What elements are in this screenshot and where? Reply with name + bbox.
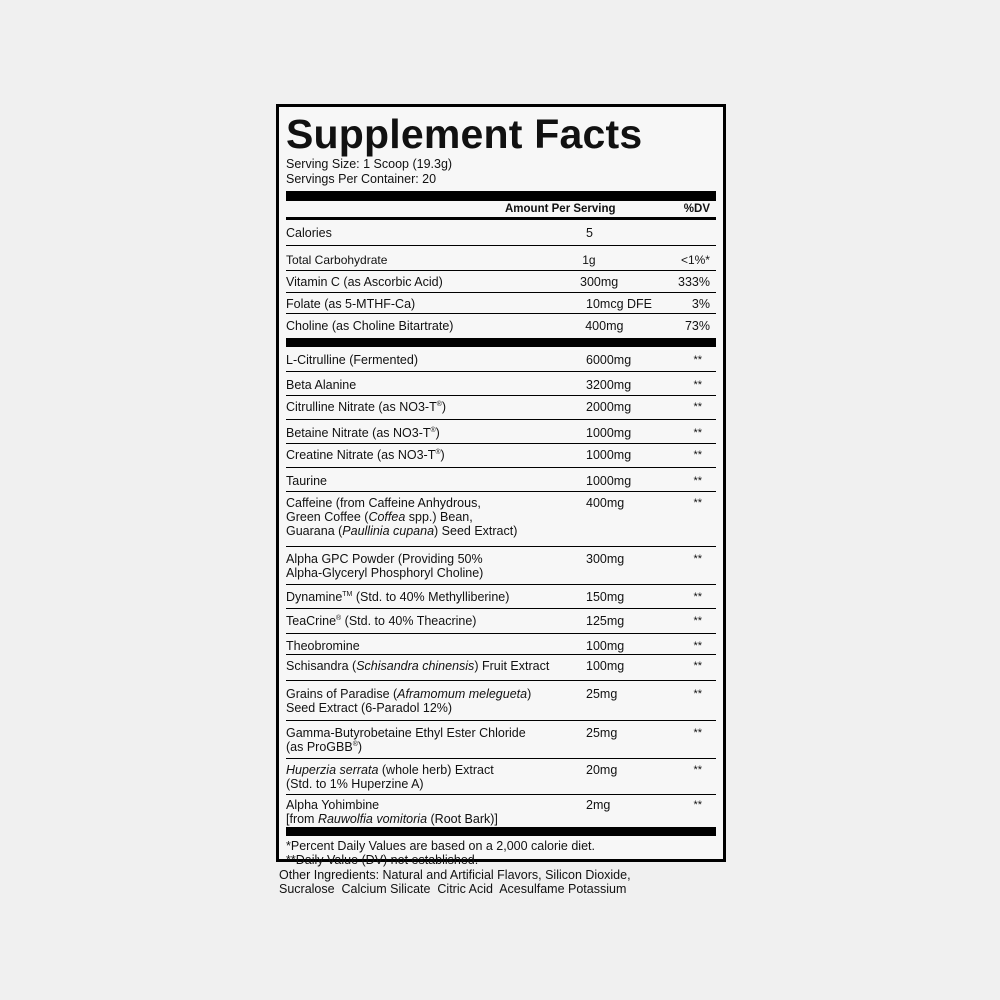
nutrient-amount: 400mg [585, 319, 624, 333]
nutrient-row [286, 220, 716, 246]
ingredient-name: Citrulline Nitrate (as NO3-T®) [286, 400, 447, 414]
ingredient-amount: 2mg [586, 798, 611, 812]
ingredient-dv: ** [693, 401, 702, 413]
nutrient-dv: 3% [691, 297, 710, 311]
ingredient-row [286, 420, 716, 444]
supplement-facts-inner [286, 111, 716, 867]
ingredient-amount: 400mg [586, 496, 625, 510]
nutrient-amount: 5 [586, 226, 593, 240]
ingredient-row [286, 468, 716, 492]
ingredient-name: Grains of Paradise (Aframomum melegueta) Seed Extract (6-Paradol 12%) [286, 687, 532, 715]
ingredient-amount: 1000mg [586, 474, 632, 488]
label-title: Supplement Facts [286, 111, 643, 157]
ingredient-amount: 300mg [586, 552, 625, 566]
nutrient-dv: 73% [684, 319, 710, 333]
thick-divider [286, 191, 716, 201]
ingredient-row [286, 634, 716, 655]
ingredient-name: L-Citrulline (Fermented) [286, 353, 418, 367]
ingredient-name: Betaine Nitrate (as NO3-T®) [286, 426, 440, 440]
ingredient-name: Alpha GPC Powder (Providing 50% Alpha-Glyceryl Phosphoryl Choline) [286, 552, 484, 580]
ingredient-row [286, 585, 716, 609]
nutrient-row [286, 246, 716, 271]
ingredient-row [286, 444, 716, 468]
ingredient-name: Theobromine [286, 639, 360, 653]
ingredient-row [286, 655, 716, 681]
ingredient-amount: 6000mg [586, 353, 632, 367]
ingredient-dv: ** [693, 591, 702, 603]
footnote-percent-dv: *Percent Daily Values are based on a 2,000 calorie diet. [286, 839, 595, 853]
serving-size: Serving Size: 1 Scoop (19.3g) [286, 157, 453, 171]
nutrient-row [286, 314, 716, 335]
nutrient-name: Vitamin C (as Ascorbic Acid) [286, 275, 443, 289]
ingredient-name: TeaCrine® (Std. to 40% Theacrine) [286, 614, 477, 628]
ingredient-amount: 2000mg [586, 400, 632, 414]
nutrient-dv [686, 226, 716, 245]
ingredient-name: Huperzia serrata (whole herb) Extract (Std. to 1% Huperzine A) [286, 763, 494, 791]
ingredient-name: Dynamine™ (Std. to 40% Methylliberine) [286, 590, 510, 604]
ingredient-amount: 25mg [586, 687, 618, 701]
ingredient-row [286, 795, 716, 827]
ingredient-dv: ** [693, 553, 702, 565]
ingredient-dv: ** [693, 660, 702, 672]
other-ingredients-line: Other Ingredients: Natural and Artificial Flavors, Silicon Dioxide, [279, 868, 631, 882]
ingredient-dv: ** [693, 497, 702, 509]
ingredient-name: Creatine Nitrate (as NO3-T®) [286, 448, 445, 462]
ingredient-amount: 100mg [586, 659, 625, 673]
ingredient-dv: ** [693, 475, 702, 487]
ingredient-dv: ** [693, 640, 702, 652]
ingredient-amount: 25mg [586, 726, 618, 740]
ingredient-dv: ** [693, 354, 702, 366]
nutrient-amount: 1g [582, 253, 596, 267]
nutrient-row [286, 271, 716, 293]
ingredient-row [286, 396, 716, 420]
ingredient-amount: 125mg [586, 614, 625, 628]
header-amount: Amount Per Serving [505, 203, 616, 215]
nutrient-name: Folate (as 5-MTHF-Ca) [286, 297, 416, 311]
nutrient-list [286, 220, 716, 335]
ingredient-dv: ** [693, 615, 702, 627]
nutrient-dv: <1%* [680, 253, 710, 267]
supplement-facts-panel [276, 104, 726, 867]
ingredient-amount: 3200mg [586, 378, 632, 392]
ingredient-row [286, 721, 716, 759]
ingredient-amount: 100mg [586, 639, 625, 653]
ingredient-amount: 1000mg [586, 426, 632, 440]
nutrient-dv: 333% [678, 275, 710, 289]
ingredient-row [286, 547, 716, 585]
ingredient-name: Alpha Yohimbine [from Rauwolfia vomitoria (Root Bark)] [286, 798, 498, 826]
ingredient-dv: ** [693, 799, 702, 811]
nutrient-name: Total Carbohydrate [286, 253, 388, 267]
ingredient-amount: 150mg [586, 590, 625, 604]
ingredient-name: Gamma-Butyrobetaine Ethyl Ester Chloride (as ProGBB®) [286, 726, 526, 754]
ingredient-name: Beta Alanine [286, 378, 357, 392]
ingredient-dv: ** [693, 764, 702, 776]
ingredient-name: Caffeine (from Caffeine Anhydrous, Green Coffee (Coffea spp.) Bean, Guarana (Paullinia cupana) Seed Extract) [286, 496, 518, 538]
ingredient-dv: ** [693, 688, 702, 700]
ingredient-row [286, 372, 716, 396]
thick-divider [286, 338, 716, 347]
ingredient-dv: ** [693, 427, 702, 439]
ingredient-name: Schisandra (Schisandra chinensis) Fruit Extract [286, 659, 550, 673]
header-dv: %DV [683, 203, 710, 215]
column-header [286, 201, 716, 217]
nutrient-row [286, 293, 716, 314]
other-ingredients-line: Sucralose Calcium Silicate Citric Acid Acesulfame Potassium [279, 882, 627, 896]
ingredient-amount: 1000mg [586, 448, 632, 462]
ingredient-dv: ** [693, 727, 702, 739]
ingredient-name: Taurine [286, 474, 327, 488]
nutrient-name: Choline (as Choline Bitartrate) [286, 319, 454, 333]
ingredient-dv: ** [693, 449, 702, 461]
nutrient-amount: 10mcg DFE [586, 297, 652, 311]
footnote-dv-not-established: **Daily Value (DV) not established. [286, 853, 479, 867]
ingredient-dv: ** [693, 379, 702, 391]
footnotes [286, 836, 716, 867]
nutrient-amount: 300mg [580, 275, 619, 289]
ingredient-row [286, 681, 716, 721]
nutrient-name: Calories [286, 226, 332, 240]
ingredient-row [286, 347, 716, 372]
ingredient-list [286, 347, 716, 827]
other-ingredients [279, 868, 719, 896]
ingredient-row [286, 492, 716, 547]
servings-per-container: Servings Per Container: 20 [286, 172, 437, 186]
thick-divider [286, 827, 716, 836]
ingredient-row [286, 759, 716, 795]
ingredient-amount: 20mg [586, 763, 618, 777]
ingredient-row [286, 609, 716, 634]
